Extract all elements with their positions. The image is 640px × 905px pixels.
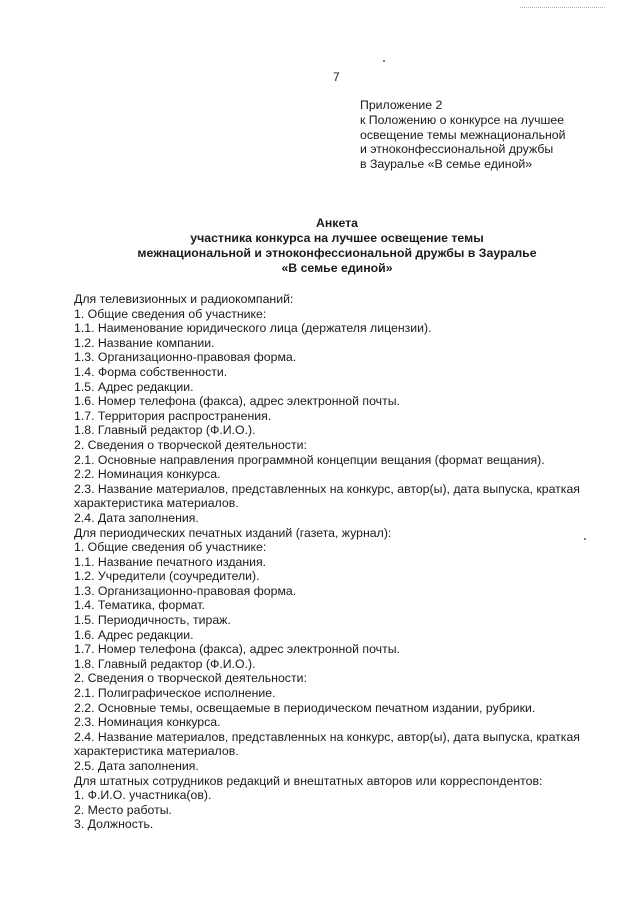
questionnaire-body [74,292,614,832]
body-line: 1.1. Название печатного издания. [74,554,267,569]
title-line: межнациональной и этноконфессиональной дружбы в Зауралье [137,246,537,260]
body-line: 1.8. Главный редактор (Ф.И.О.). [74,656,256,671]
body-line: 1.3. Организационно-правовая форма. [74,350,297,365]
body-line: 2. Сведения о творческой деятельности: [74,671,307,686]
appendix-line: в Зауралье «В семье единой» [360,157,533,172]
body-line: Для периодических печатных изданий (газета, журнал): [74,525,392,540]
body-line: 2.1. Полиграфическое исполнение. [74,686,276,701]
body-line: 1.5. Периодичность, тираж. [74,613,231,628]
body-line: 1.1. Наименование юридического лица (держателя лицензии). [74,321,432,336]
body-line: 2. Место работы. [74,802,172,817]
body-line: характеристика материалов. [74,496,239,511]
body-line: 2.3. Название материалов, представленных на конкурс, автор(ы), дата выпуска, краткая [74,481,580,496]
body-line: 1.4. Форма собственности. [74,364,228,379]
body-line: 1.8. Главный редактор (Ф.И.О.). [74,423,256,438]
page-number: 7 [333,70,340,84]
body-line: 1.6. Номер телефона (факса), адрес электронной почты. [74,394,400,409]
body-line: 2.5. Дата заполнения. [74,759,199,773]
body-line: 1.6. Адрес редакции. [74,627,194,642]
body-line: 2.4. Дата заполнения. [74,510,199,525]
body-line: 1. Общие сведения об участнике: [74,306,267,321]
appendix-line: Приложение 2 [360,98,443,112]
body-line: 1.5. Адрес редакции. [74,379,194,394]
scan-artifact-dot [383,60,385,62]
body-line: Для штатных сотрудников редакций и внештатных авторов или корреспондентов: [74,773,543,788]
body-line: 2.3. Номинация конкурса. [74,715,221,730]
title-line: «В семье единой» [281,261,393,275]
body-line: 1.4. Тематика, формат. [74,598,205,613]
scan-artifact-line [520,7,605,9]
title-line: участника конкурса на лучшее освещение темы [190,231,484,245]
body-line: 3. Должность. [74,817,154,832]
body-line: 1.2. Название компании. [74,335,215,350]
document-title [0,216,640,276]
body-line: 1. Ф.И.О. участника(ов). [74,788,212,803]
body-line: 2. Сведения о творческой деятельности: [74,437,307,452]
body-line: 2.4. Название материалов, представленных на конкурс, автор(ы), дата выпуска, краткая [74,729,580,744]
body-line: Для телевизионных и радиокомпаний: [74,292,294,306]
body-line: 1. Общие сведения об участнике: [74,540,267,555]
body-line: 1.7. Номер телефона (факса), адрес электронной почты. [74,642,400,657]
appendix-line: и этноконфессиональной дружбы [360,142,554,157]
appendix-line: к Положению о конкурсе на лучшее [360,112,565,127]
body-line: 2.1. Основные направления программной концепции вещания (формат вещания). [74,452,545,467]
appendix-block [360,98,620,172]
body-line: 1.2. Учредители (соучредители). [74,569,260,584]
body-line: 2.2. Основные темы, освещаемые в периодическом печатном издании, рубрики. [74,700,536,715]
appendix-line: освещение темы межнациональной [360,127,566,142]
body-line: 1.7. Территория распространения. [74,408,272,423]
body-line: 1.3. Организационно-правовая форма. [74,583,297,598]
title-line: Анкета [315,216,358,230]
body-line: характеристика материалов. [74,744,239,759]
body-line: 2.2. Номинация конкурса. [74,467,221,482]
